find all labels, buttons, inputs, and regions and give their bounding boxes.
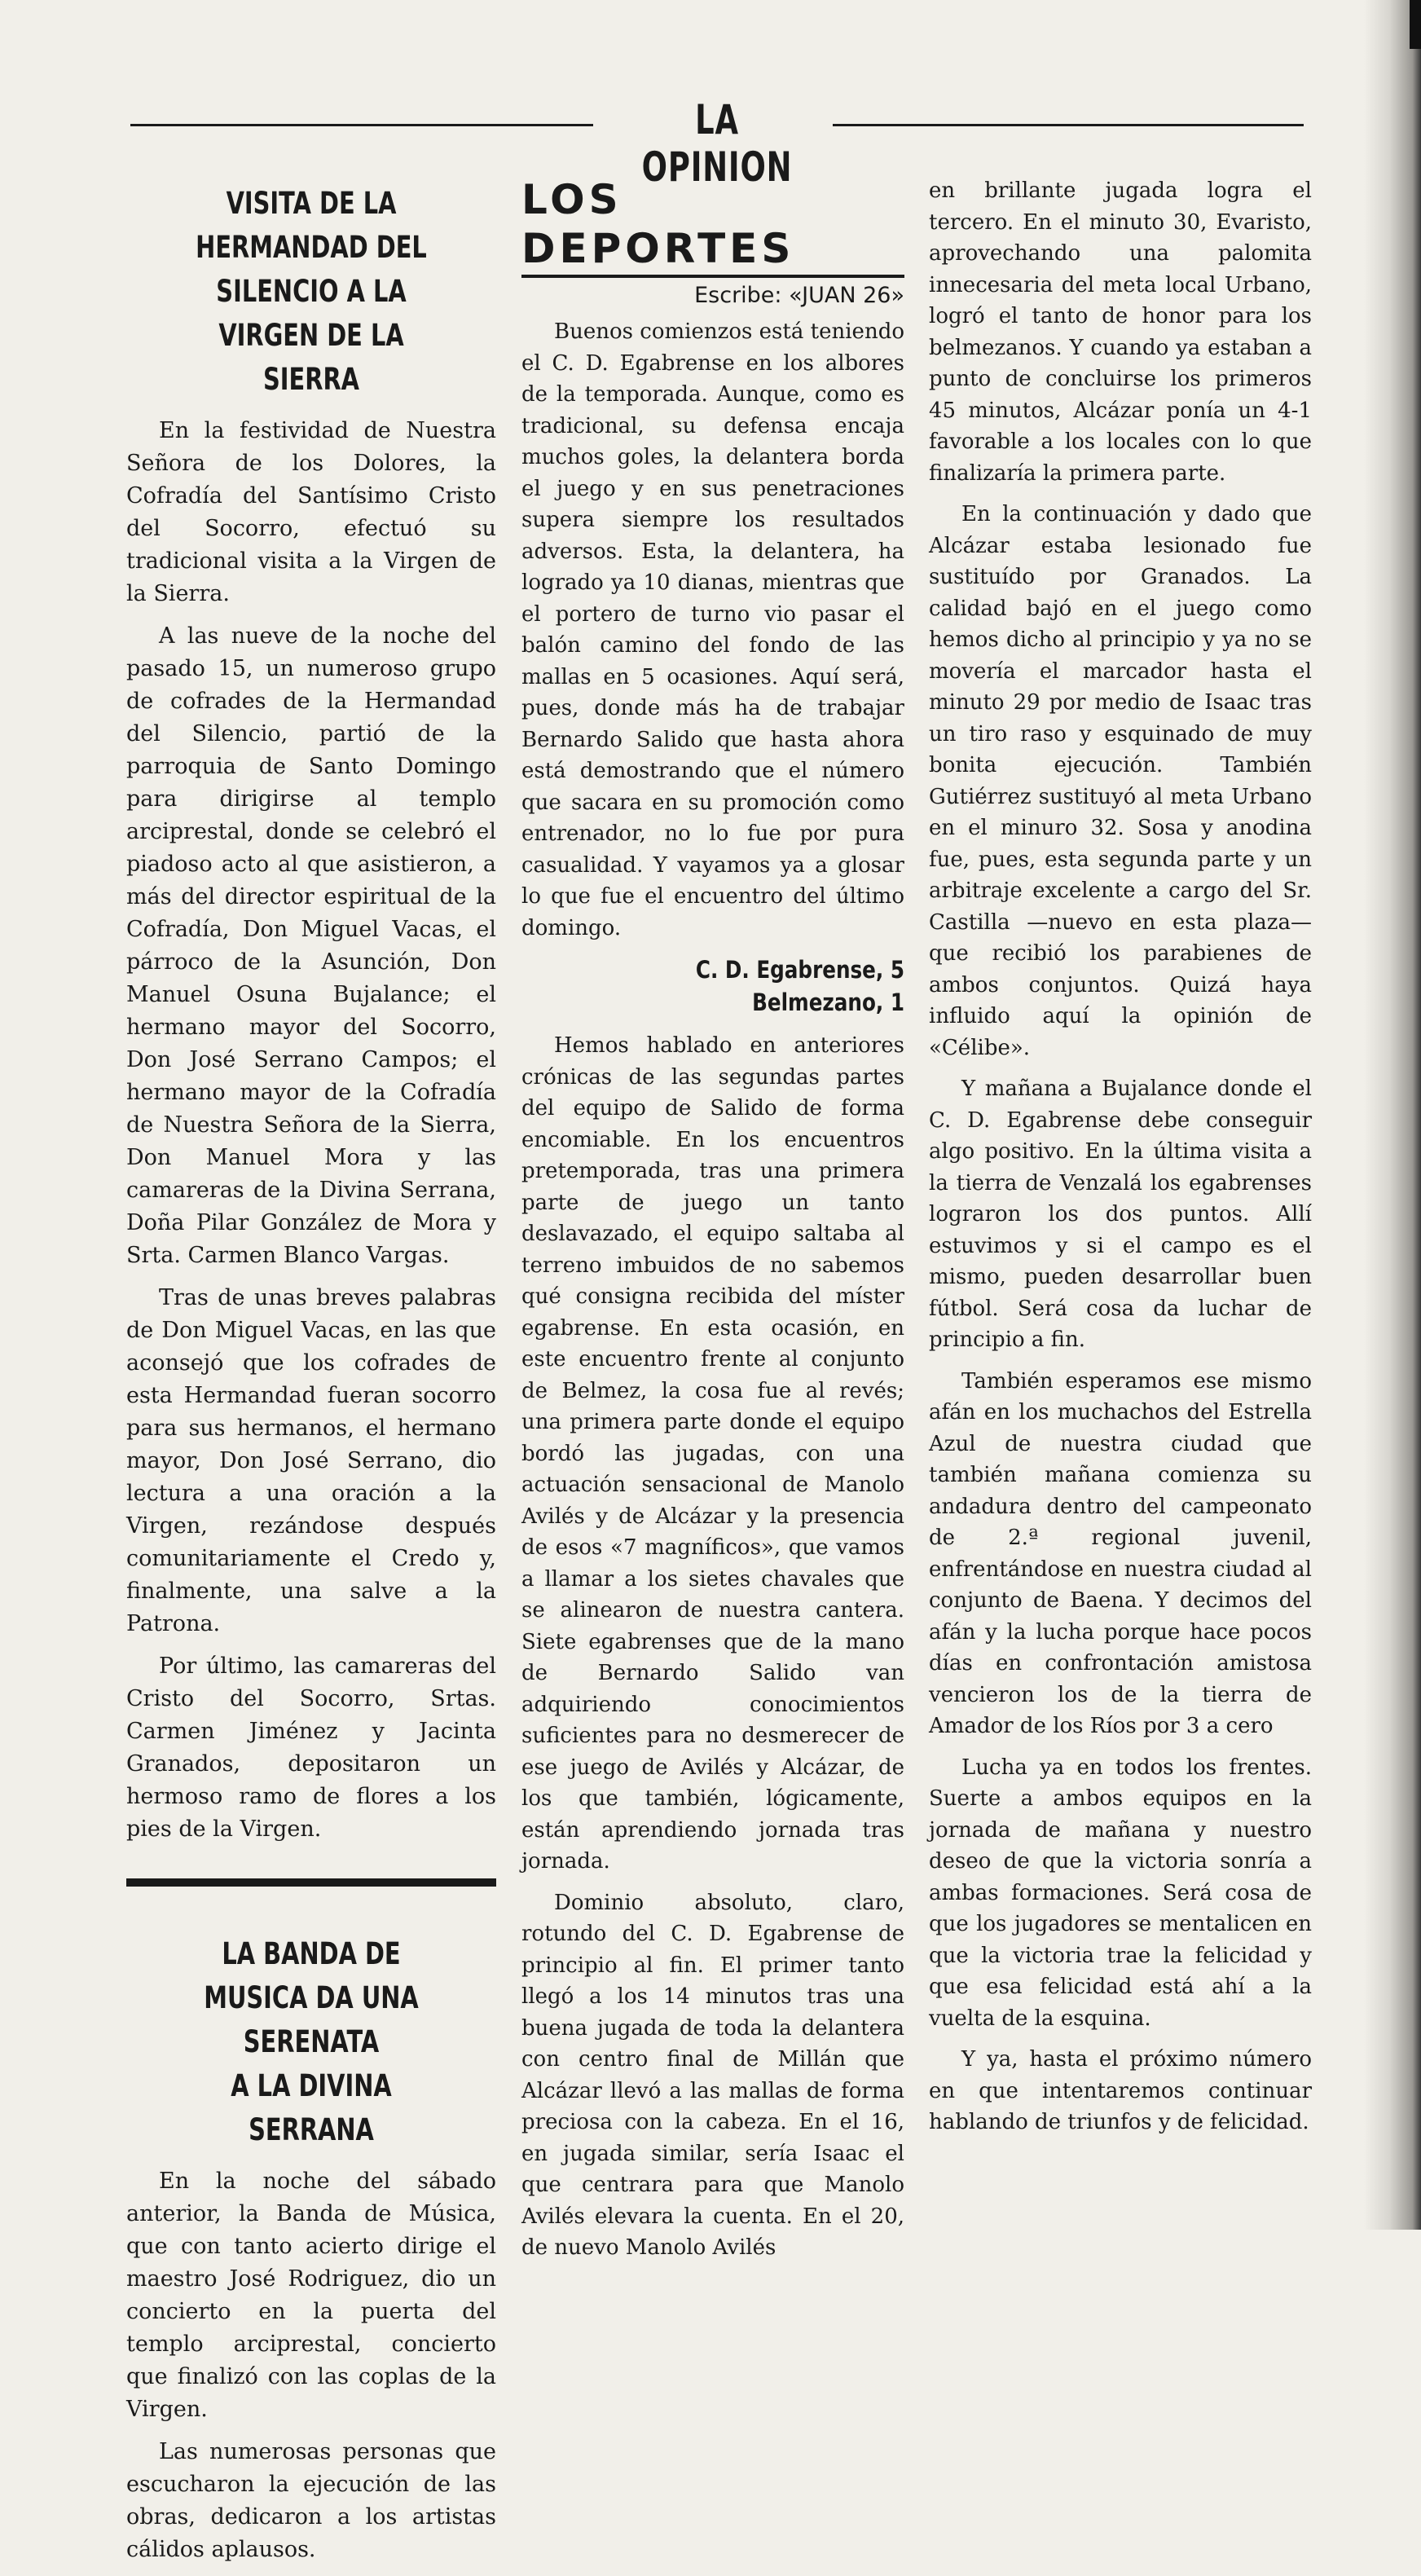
article1-paragraph: Tras de unas breves palabras de Don Miguel Vacas, en las que aconsejó que los cofrades de esta Hermandad fueran socorro para sus hermanos, el hermano mayor, Don José Serrano, dio lectura a una oración a la Virgen, rezándose después comunitariamente el Credo y, finalmente, una salve a la Patrona.: [126, 1285, 496, 1636]
article2-paragraph: Las numerosas personas que escucharon la ejecución de las obras, dedicaron a los artistas cálidos aplausos.: [126, 2439, 496, 2562]
sports-paragraph: Y mañana a Bujalance donde el C. D. Egabrense debe conseguir algo positivo. En la última visita a la tierra de Venzalá los egabrenses lograron los dos puntos. Allí estuvimos y si el campo es el mismo, pueden desarrollar buen fútbol. Será cosa da luchar de principio a fin.: [929, 1077, 1312, 1352]
article1-headline-line1: VISITA DE LA HERMANDAD DEL: [196, 186, 427, 265]
article1-headline-line2: SILENCIO A LA VIRGEN DE LA SIERRA: [216, 274, 407, 397]
column-middle: [521, 175, 904, 2274]
sports-paragraph: Dominio absoluto, claro, rotundo del C. D. Egabrense de principio al fin. El primer tanto llegó a los 14 minutos tras una buena jugada de toda la delantera con centro final de Millán que Alcázar llevó a las mallas de forma preciosa con la cabeza. En el 16, en jugada similar, sería Isaac el que centrara para que Manolo Avilés elevara la cuenta. En el 20, de nuevo Manolo Avilés: [521, 1890, 904, 2260]
article1-paragraph: A las nueve de la noche del pasado 15, un numeroso grupo de cofrades de la Hermandad del Silencio, partió de la parroquia de Santo Domingo para dirigirse al templo arciprestal, donde se celebró el piadoso acto al que asistieron, a más del director espiritual de la Cofradía, Don Miguel Vacas, el párroco de la Asunción, Don Manuel Osuna Bujalance; el hermano mayor del Socorro, Don José Serrano Campos; el hermano mayor de la Cofradía de Nuestra Señora de la Sierra, Don Manuel Mora y las camareras de la Divina Serrana, Doña Pilar González de Mora y Srta. Carmen Blanco Vargas.: [126, 623, 496, 1268]
sports-paragraph: En la continuación y dado que Alcázar estaba lesionado fue sustituído por Granados. La calidad bajó en el juego como hemos dicho al principio y ya no se movería el marcador hasta el minuto 29 por medio de Isaac tras un tiro raso y esquinado de muy bonita ejecución. También Gutiérrez sustituyó al meta Urbano en el minuro 32. Sosa y anodina fue, pues, esta segunda parte y un arbitraje excelente a cargo del Sr. Castilla —nuevo en esta plaza— que recibió los parabienes de ambos conjuntos. Quizá haya influido aquí la opinión de «Célibe».: [929, 502, 1312, 1060]
sports-headline: LOS DEPORTES: [521, 175, 904, 278]
article2-headline-line2: A LA DIVINA SERRANA: [231, 2068, 392, 2147]
sports-paragraph: en brillante jugada logra el tercero. En el minuto 30, Evaristo, aprovechando una palomita innecesaria del meta local Urbano, logró el tanto de honor para los belmezanos. Y cuando ya estaban a punto de concluirse los primeros 45 minutos, Alcázar ponía un 4-1 favorable a los locales con lo que finalizaría la primera parte.: [929, 178, 1312, 486]
masthead: [130, 96, 1304, 191]
masthead-rule-left: [130, 124, 593, 126]
section-divider: [126, 1878, 496, 1887]
column-right: [929, 175, 1312, 2148]
sports-paragraph: También esperamos ese mismo afán en los muchachos del Estrella Azul de nuestra ciudad que también mañana comienza su andadura dentro del campeonato de 2.ª regional juvenil, enfrentándose en nuestra ciudad al conjunto de Baena. Y decimos del afán y la lucha porque hace pocos días en confrontación amistosa vencieron los de la tierra de Amador de los Ríos por 3 a cero: [929, 1368, 1312, 1738]
article2-headline: [167, 1932, 455, 2152]
article1-paragraph: En la festividad de Nuestra Señora de los Dolores, la Cofradía del Santísimo Cristo del Socorro, efectuó su tradicional visita a la Virgen de la Sierra.: [126, 418, 496, 606]
masthead-title: LA OPINION: [641, 96, 793, 191]
page-edge-shadow: [1364, 0, 1421, 2230]
sports-paragraph: Y ya, hasta el próximo número en que intentaremos continuar hablando de triunfos y de felicidad.: [929, 2047, 1312, 2134]
masthead-rule-right: [833, 124, 1304, 126]
sports-paragraph: Lucha ya en todos los frentes. Suerte a ambos equipos en la jornada de mañana y nuestro deseo de que la victoria sonría a ambas formaciones. Será cosa de que los jugadores se mentalicen en que la victoria trae la felicidad y que esa felicidad está ahí a la vuelta de la esquina.: [929, 1755, 1312, 2031]
article2-paragraph: En la noche del sábado anterior, la Banda de Música, que con tanto acierto dirige el maestro José Rodriguez, dio un concierto en la puerta del templo arciprestal, concierto que finalizó con las coplas de la Virgen.: [126, 2169, 496, 2422]
article1-headline: [167, 182, 455, 402]
article1-paragraph: Por último, las camareras del Cristo del Socorro, Srtas. Carmen Jiménez y Jacinta Granados, depositaron un hermoso ramo de flores a los pies de la Virgen.: [126, 1653, 496, 1842]
column-left: [126, 175, 496, 2576]
match-result-home: C. D. Egabrense, 5: [695, 956, 904, 984]
scan-corner-mark: [1410, 0, 1421, 49]
sports-intro: Buenos comienzos está teniendo el C. D. Egabrense en los albores de la temporada. Aunque, como es tradicional, su defensa encaja muchos goles, la delantera borda el juego y en sus penetraciones supera siempre los resultados adversos. Esta, la delantera, ha logrado ya 10 dianas, mientras que el portero de turno vio pasar el balón camino del fondo de las mallas en 5 ocasiones. Aquí será, pues, donde más ha de trabajar Bernardo Salido que hasta ahora está demostrando que el número que sacara en su promoción como entrenador, no lo fue por pura casualidad. Y vayamos ya a glosar lo que fue el encuentro del último domingo.: [521, 319, 904, 940]
match-result-away: Belmezano, 1: [752, 989, 904, 1016]
sports-byline: Escribe: «JUAN 26»: [694, 283, 904, 308]
match-result: [521, 953, 904, 1019]
sports-paragraph: Hemos hablado en anteriores crónicas de las segundas partes del equipo de Salido de forma encomiable. En los encuentros pretemporada, tras una primera parte de juego un tanto deslavazado, el equipo saltaba al terreno imbuidos de no sabemos qué consigna recibida del míster egabrense. En esta ocasión, en este encuentro frente al conjunto de Belmez, la cosa fue al revés; una primera parte donde el equipo bordó las jugadas, con una actuación sensacional de Manolo Avilés y de Alcázar y la presencia de esos «7 magníficos», que vamos a llamar a los sietes chavales que se alinearon de nuestra cantera. Siete egabrenses que de la mano de Bernardo Salido van adquiriendo conocimientos suficientes para no desmerecer de ese juego de Avilés y Alcázar, de los que también, lógicamente, están aprendiendo jornada tras jornada.: [521, 1033, 904, 1874]
article2-headline-line1: LA BANDA DE MUSICA DA UNA SERENATA: [204, 1936, 419, 2059]
